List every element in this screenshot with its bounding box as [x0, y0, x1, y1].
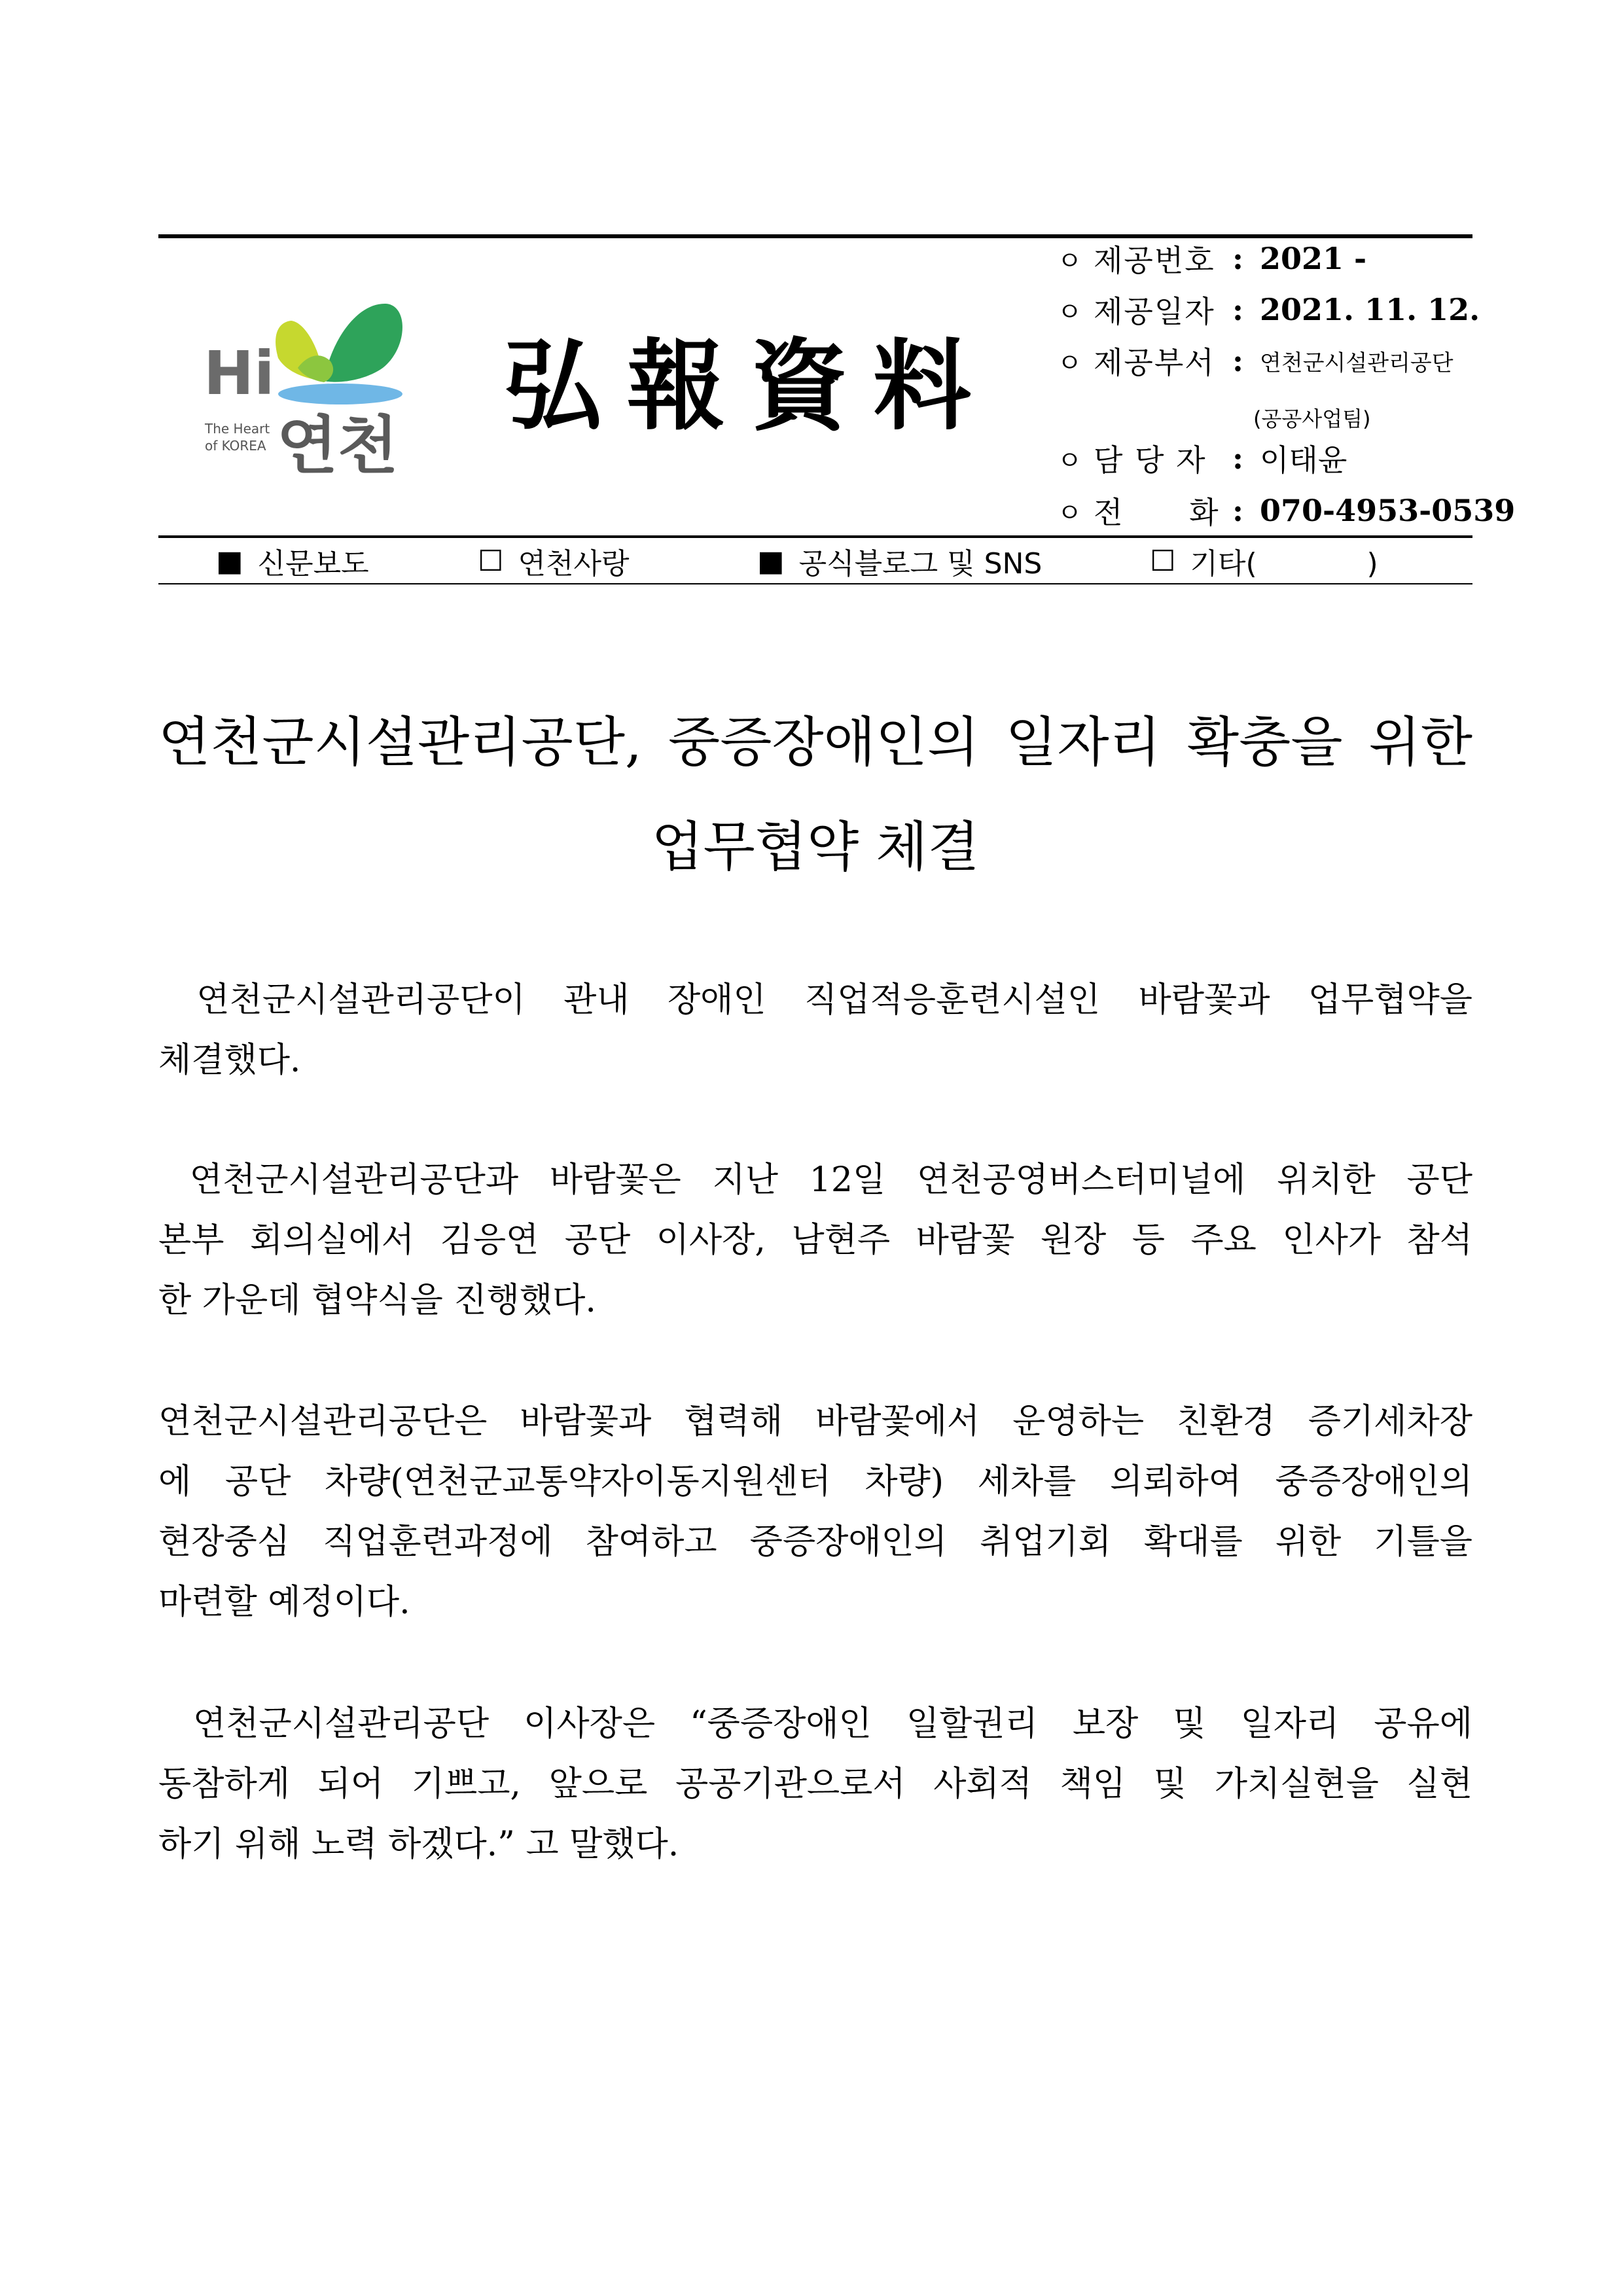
info-row-date	[1057, 287, 1480, 332]
bullet-icon: ㅇ	[1057, 245, 1082, 276]
info-colon: :	[1232, 292, 1243, 327]
body-paragraph-4	[158, 1694, 1472, 1874]
distribution-newspaper	[216, 541, 369, 581]
body-paragraph-3	[158, 1391, 1472, 1632]
paragraph-line: 에 공단 차량(연천군교통약자이동지원센터 차량) 세차를 의뢰하여 중증장애인의	[158, 1462, 1472, 1501]
empty-checkbox-icon: ☐	[478, 544, 504, 578]
logo-leaf-right	[324, 304, 402, 382]
distribution-other	[1150, 541, 1378, 581]
paragraph-line: 본부 회의실에서 김응연 공단 이사장, 남현주 바람꽃 원장 등 주요 인사가 참석	[158, 1221, 1472, 1260]
yeoncheon-logo	[200, 296, 419, 486]
body-paragraph-2	[158, 1150, 1472, 1331]
distribution-label: 연천사랑	[518, 547, 630, 581]
info-row-phone	[1057, 488, 1515, 533]
logo-city-name: 연천	[277, 409, 399, 482]
distribution-label: 공식블로그 및 SNS	[798, 547, 1043, 581]
logo-hi-text: Hi	[204, 338, 275, 408]
info-value-number: 2021 -	[1260, 241, 1367, 276]
info-value-department: 연천군시설관리공단	[1260, 350, 1454, 376]
distribution-blog-sns	[757, 541, 1042, 581]
info-colon: :	[1232, 440, 1243, 476]
distribution-label: 기타( )	[1190, 547, 1378, 581]
bullet-icon: ㅇ	[1057, 445, 1082, 476]
paragraph-line: 마련할 예정이다.	[158, 1583, 410, 1622]
info-label: 제공부서	[1094, 345, 1215, 380]
paragraph-line: 연천군시설관리공단 이사장은 “중증장애인 일할권리 보장 및 일자리 공유에	[158, 1704, 1472, 1744]
info-colon: :	[1232, 241, 1243, 276]
info-label: 제공번호	[1094, 243, 1215, 278]
filled-checkbox-icon: ■	[216, 544, 243, 578]
info-colon: :	[1232, 493, 1243, 528]
bullet-icon: ㅇ	[1057, 296, 1082, 327]
press-release-title: 弘報資料	[504, 329, 997, 444]
headline-line-1: 연천군시설관리공단, 중증장애인의 일자리 확충을 위한	[158, 711, 1472, 774]
logo-tagline-1: The Heart	[205, 421, 270, 437]
bullet-icon: ㅇ	[1057, 497, 1082, 528]
bullet-icon: ㅇ	[1057, 348, 1082, 378]
headline-line-2: 업무협약 체결	[651, 816, 980, 878]
header-mid-rule	[158, 535, 1472, 538]
paragraph-line: 현장중심 직업훈련과정에 참여하고 중증장애인의 취업기회 확대를 위한 기틀을	[158, 1522, 1472, 1562]
info-value-phone: 070-4953-0539	[1260, 493, 1516, 528]
paragraph-line: 연천군시설관리공단은 바람꽃과 협력해 바람꽃에서 운영하는 친환경 증기세차장	[158, 1402, 1472, 1441]
info-row-number	[1057, 236, 1366, 281]
info-label: 전 화	[1094, 495, 1220, 530]
paragraph-line: 동참하게 되어 기쁘고, 앞으로 공공기관으로서 사회적 책임 및 가치실현을 실현	[158, 1765, 1472, 1804]
info-row-contact-person	[1057, 435, 1347, 481]
info-label: 담 당 자	[1094, 442, 1207, 478]
filled-checkbox-icon: ■	[757, 544, 785, 578]
logo-wave	[278, 384, 402, 404]
paragraph-line: 연천군시설관리공단이 관내 장애인 직업적응훈련시설인 바람꽃과 업무협약을	[158, 980, 1472, 1020]
empty-checkbox-icon: ☐	[1150, 544, 1176, 578]
paragraph-line: 연천군시설관리공단과 바람꽃은 지난 12일 연천공영버스터미널에 위치한 공단	[158, 1160, 1472, 1200]
header-bottom-rule	[158, 583, 1472, 584]
info-row-department	[1057, 338, 1454, 384]
body-paragraph-1	[158, 970, 1472, 1090]
paragraph-line: 한 가운데 협약식을 진행했다.	[158, 1281, 596, 1320]
info-value-contact-person: 이태윤	[1260, 442, 1347, 478]
distribution-yeoncheon-sarang	[478, 541, 629, 581]
paragraph-line: 하기 위해 노력 하겠다.” 고 말했다.	[158, 1825, 679, 1864]
logo-tagline-2: of KOREA	[205, 438, 266, 454]
paragraph-line: 체결했다.	[158, 1041, 301, 1080]
info-colon: :	[1232, 343, 1243, 378]
info-label: 제공일자	[1094, 294, 1215, 329]
distribution-label: 신문보도	[257, 547, 369, 581]
info-value-date: 2021. 11. 12.	[1260, 292, 1480, 327]
info-department-team: (공공사업팀)	[1253, 406, 1371, 431]
